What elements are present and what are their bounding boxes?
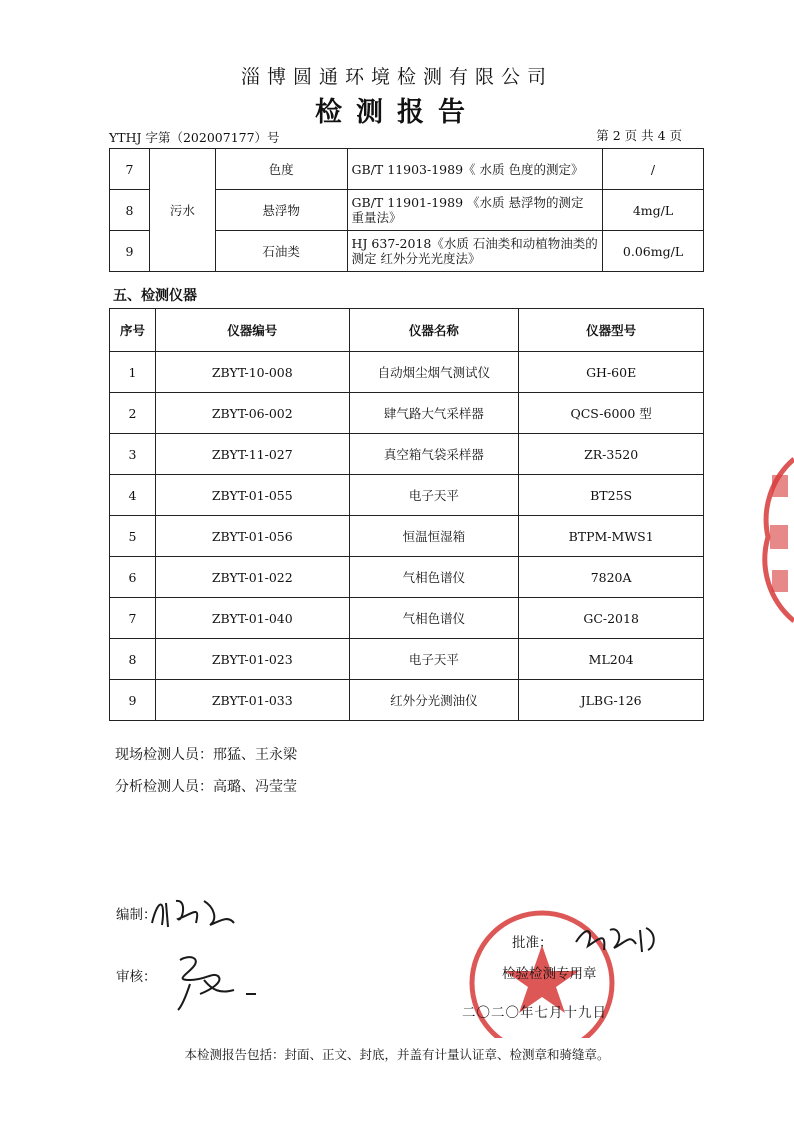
instrument-code: ZBYT-01-040 bbox=[155, 598, 349, 639]
method-table bbox=[109, 148, 704, 272]
row-number: 6 bbox=[110, 557, 156, 598]
method-cell: GB/T 11903-1989《 水质 色度的测定》 bbox=[347, 149, 603, 190]
item-cell: 悬浮物 bbox=[215, 190, 347, 231]
table-row bbox=[110, 680, 704, 721]
header-code: 仪器编号 bbox=[155, 309, 349, 352]
instrument-code: ZBYT-01-056 bbox=[155, 516, 349, 557]
table-row bbox=[110, 393, 704, 434]
row-number: 3 bbox=[110, 434, 156, 475]
page-indicator: 第 2 页 共 4 页 bbox=[596, 128, 682, 143]
instrument-name: 气相色谱仪 bbox=[349, 598, 519, 639]
row-number: 8 bbox=[110, 639, 156, 680]
row-number: 7 bbox=[110, 598, 156, 639]
row-number: 7 bbox=[110, 149, 150, 190]
instrument-code: ZBYT-10-008 bbox=[155, 352, 349, 393]
limit-cell: 0.06mg/L bbox=[603, 231, 704, 272]
limit-cell: 4mg/L bbox=[603, 190, 704, 231]
instrument-table bbox=[109, 308, 704, 721]
instrument-model: 7820A bbox=[519, 557, 704, 598]
table-row bbox=[110, 639, 704, 680]
instrument-model: JLBG-126 bbox=[519, 680, 704, 721]
instrument-name: 恒温恒湿箱 bbox=[349, 516, 519, 557]
table-row bbox=[110, 475, 704, 516]
table-row bbox=[110, 598, 704, 639]
instrument-model: GH-60E bbox=[519, 352, 704, 393]
instrument-code: ZBYT-01-033 bbox=[155, 680, 349, 721]
row-number: 8 bbox=[110, 190, 150, 231]
table-row bbox=[110, 557, 704, 598]
instrument-name: 电子天平 bbox=[349, 639, 519, 680]
instrument-model: BTPM-MWS1 bbox=[519, 516, 704, 557]
instrument-name: 肆气路大气采样器 bbox=[349, 393, 519, 434]
category-cell: 污水 bbox=[149, 149, 215, 272]
instrument-name: 气相色谱仪 bbox=[349, 557, 519, 598]
compiler-label: 编制： bbox=[116, 907, 157, 923]
row-number: 9 bbox=[110, 680, 156, 721]
row-number: 1 bbox=[110, 352, 156, 393]
instrument-code: ZBYT-01-023 bbox=[155, 639, 349, 680]
approver-label: 批准： bbox=[512, 935, 553, 951]
onsite-personnel: 现场检测人员：邢猛、王永梁 bbox=[115, 747, 297, 763]
row-number: 4 bbox=[110, 475, 156, 516]
compiler-signature-icon bbox=[148, 893, 238, 933]
instrument-name: 电子天平 bbox=[349, 475, 519, 516]
company-name: 淄博圆通环境检测有限公司 bbox=[240, 66, 553, 88]
instrument-code: ZBYT-11-027 bbox=[155, 434, 349, 475]
reviewer-signature-icon bbox=[160, 950, 260, 1014]
instrument-model: ML204 bbox=[519, 639, 704, 680]
report-footer-note: 本检测报告包括：封面、正文、封底，并盖有计量认证章、检测章和骑缝章。 bbox=[184, 1047, 610, 1062]
report-number: YTHJ 字第（202007177）号 bbox=[109, 130, 280, 145]
reviewer-label: 审核： bbox=[116, 969, 157, 985]
header-name: 仪器名称 bbox=[349, 309, 519, 352]
item-cell: 石油类 bbox=[215, 231, 347, 272]
instrument-model: QCS-6000 型 bbox=[519, 393, 704, 434]
seam-seal-icon bbox=[760, 455, 794, 625]
table-row bbox=[110, 516, 704, 557]
row-number: 5 bbox=[110, 516, 156, 557]
limit-cell: / bbox=[603, 149, 704, 190]
instrument-model: GC-2018 bbox=[519, 598, 704, 639]
report-date: 二〇二〇年七月十九日 bbox=[462, 1005, 607, 1021]
instrument-name: 自动烟尘烟气测试仪 bbox=[349, 352, 519, 393]
instrument-model: ZR-3520 bbox=[519, 434, 704, 475]
instrument-name: 真空箱气袋采样器 bbox=[349, 434, 519, 475]
table-row bbox=[110, 434, 704, 475]
item-cell: 色度 bbox=[215, 149, 347, 190]
method-cell: GB/T 11901-1989 《水质 悬浮物的测定 重量法》 bbox=[347, 190, 603, 231]
instrument-code: ZBYT-01-022 bbox=[155, 557, 349, 598]
table-row bbox=[110, 149, 704, 190]
method-cell: HJ 637-2018《水质 石油类和动植物油类的测定 红外分光光度法》 bbox=[347, 231, 603, 272]
row-number: 2 bbox=[110, 393, 156, 434]
instrument-model: BT25S bbox=[519, 475, 704, 516]
row-number: 9 bbox=[110, 231, 150, 272]
approver-signature-icon bbox=[570, 918, 660, 958]
header-model: 仪器型号 bbox=[519, 309, 704, 352]
table-header-row bbox=[110, 309, 704, 352]
report-title: 检测报告 bbox=[315, 97, 479, 128]
header-no: 序号 bbox=[110, 309, 156, 352]
instrument-code: ZBYT-06-002 bbox=[155, 393, 349, 434]
table-row bbox=[110, 352, 704, 393]
analysis-personnel: 分析检测人员：高璐、冯莹莹 bbox=[115, 779, 297, 795]
instrument-name: 红外分光测油仪 bbox=[349, 680, 519, 721]
instrument-code: ZBYT-01-055 bbox=[155, 475, 349, 516]
section-title: 五、检测仪器 bbox=[113, 288, 197, 304]
seal-caption: 检验检测专用章 bbox=[502, 966, 597, 982]
